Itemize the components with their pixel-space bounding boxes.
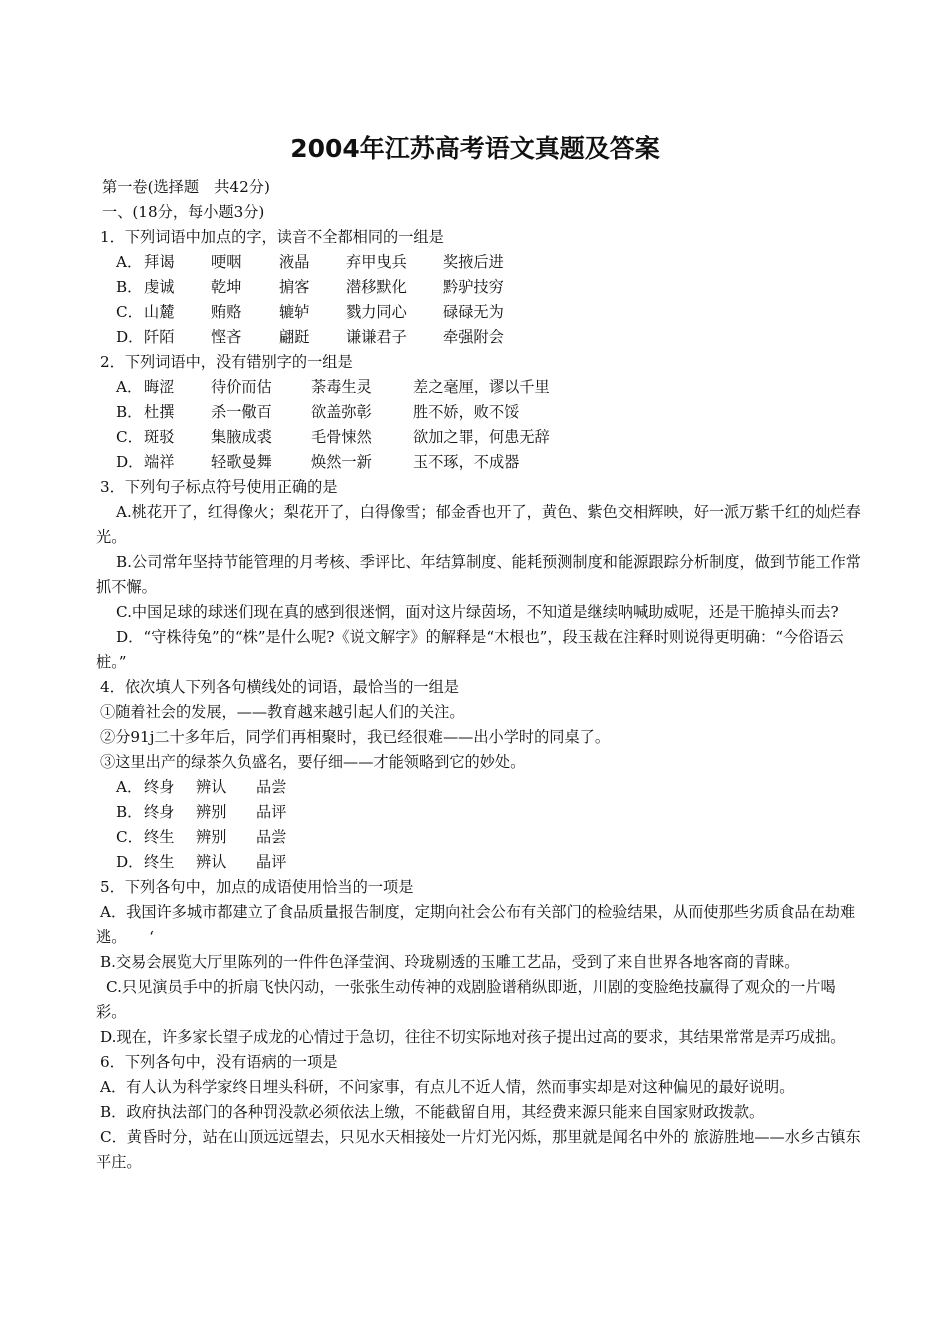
question-1-option-d: [96, 325, 862, 350]
document-title: 2004年江苏高考语文真题及答案: [290, 134, 660, 163]
option-item: 待价而估: [211, 378, 272, 396]
option-label: B．: [116, 278, 143, 296]
question-2-option-d: [96, 450, 862, 475]
option-item: 辨别: [196, 828, 227, 846]
option-item: 翩跹: [279, 328, 310, 346]
option-item: 终生: [144, 828, 175, 846]
option-item: 晶评: [256, 853, 287, 871]
question-4-option-b: [96, 800, 862, 825]
question-5-option-a: A．我国许多城市都建立了食品质量报告制度，定期向社会公布有关部门的检验结果，从而使那些劣质食品在劫难逃。 ‘: [96, 903, 856, 946]
option-item: 荼毒生灵: [311, 378, 372, 396]
question-2-stem: 2．下列词语中，没有错别字的一组是: [100, 353, 353, 371]
question-5-option-b: B.交易会展览大厅里陈列的一件件色泽莹润、玲珑剔透的玉雕工艺品，受到了来自世界各地客商的青睐。: [100, 953, 800, 971]
option-item: 贿赂: [211, 303, 242, 321]
option-item: 掮客: [279, 278, 310, 296]
question-3-option-b: B.公司常年坚持节能管理的月考核、季评比、年结算制度、能耗预测制度和能源跟踪分析制度，做到节能工作常抓不懈。: [96, 553, 861, 596]
option-label: A．: [116, 778, 143, 796]
question-4-option-a: [96, 775, 862, 800]
option-item: 谦谦君子: [346, 328, 407, 346]
question-3-option-a: A.桃花开了，红得像火；梨花开了，白得像雪；郁金香也开了，黄色、紫色交相辉映，好一派万紫千红的灿烂春光。: [96, 503, 861, 546]
option-label: A．: [116, 253, 143, 271]
option-item: 玉不琢，不成器: [413, 453, 520, 471]
option-item: 终身: [144, 778, 175, 796]
option-item: 辨别: [196, 803, 227, 821]
option-item: 牵强附会: [443, 328, 504, 346]
option-item: 终身: [144, 803, 175, 821]
document-body: [96, 175, 862, 1175]
question-4-sentence-2: ②分91j二十多年后，同学们再相聚时，我已经很难——出小学时的同桌了。: [100, 728, 611, 746]
option-item: 端祥: [144, 453, 175, 471]
question-6-option-c: C．黄昏时分，站在山顶远远望去，只见水天相接处一片灯光闪烁，那里就是闻名中外的 旅游胜地——水乡古镇东平庄。: [96, 1128, 861, 1171]
option-label: C．: [116, 428, 143, 446]
option-item: 乾坤: [211, 278, 242, 296]
option-item: 奖掖后进: [443, 253, 504, 271]
option-item: 戮力同心: [346, 303, 407, 321]
question-3-option-c: C.中国足球的球迷们现在真的感到很迷惘，面对这片绿茵场，不知道是继续呐喊助威呢，还是干脆掉头而去?: [116, 603, 839, 621]
option-item: 终生: [144, 853, 175, 871]
option-item: 胜不娇，败不馁: [413, 403, 520, 421]
question-4-sentence-1: ①随着社会的发展，——教育越来越引起人们的关注。: [100, 703, 465, 721]
question-3-stem: 3．下列句子标点符号使用正确的是: [100, 478, 338, 496]
option-item: 品尝: [256, 828, 287, 846]
option-item: 欲加之罪，何患无辞: [413, 428, 550, 446]
option-item: 杜撰: [144, 403, 175, 421]
option-label: A．: [116, 378, 143, 396]
option-item: 欲盖弥彰: [311, 403, 372, 421]
option-item: 晦涩: [144, 378, 175, 396]
option-item: 集腋成裘: [211, 428, 272, 446]
option-item: 悭吝: [211, 328, 242, 346]
question-4-option-d: [96, 850, 862, 875]
question-4-stem: 4．依次填人下列各句横线处的词语，最恰当的一组是: [100, 678, 459, 696]
question-5-option-d: D.现在，许多家长望子成龙的心情过于急切，往往不切实际地对孩子提出过高的要求，其结果常常是弄巧成拙。: [100, 1028, 846, 1046]
option-item: 差之毫厘，谬以千里: [413, 378, 550, 396]
question-2-option-c: [96, 425, 862, 450]
option-item: 虔诚: [144, 278, 175, 296]
question-6-option-a: A．有人认为科学家终日埋头科研，不问家事，有点儿不近人情，然而事实却是对这种偏见的最好说明。: [100, 1078, 795, 1096]
option-item: 碌碌无为: [443, 303, 504, 321]
question-4-option-c: [96, 825, 862, 850]
option-item: 辘轳: [279, 303, 310, 321]
option-item: 品尝: [256, 778, 287, 796]
option-item: 毛骨悚然: [311, 428, 372, 446]
question-1-stem: 1．下列词语中加点的字，读音不全都相同的一组是: [100, 228, 444, 246]
option-item: 山麓: [144, 303, 175, 321]
option-item: 黔驴技穷: [443, 278, 504, 296]
option-item: 杀一儆百: [211, 403, 272, 421]
option-label: C．: [116, 828, 143, 846]
question-2-option-a: [96, 375, 862, 400]
option-item: 斑驳: [144, 428, 175, 446]
option-item: 辨认: [196, 778, 227, 796]
option-item: 弃甲曳兵: [346, 253, 407, 271]
option-label: B．: [116, 403, 143, 421]
question-2-option-b: [96, 400, 862, 425]
option-item: 品评: [256, 803, 287, 821]
option-item: 液晶: [279, 253, 310, 271]
option-label: B．: [116, 803, 143, 821]
question-1-option-c: [96, 300, 862, 325]
option-item: 辨认: [196, 853, 227, 871]
option-label: D．: [116, 453, 144, 471]
question-6-stem: 6．下列各句中，没有语病的一项是: [100, 1053, 338, 1071]
option-label: D．: [116, 328, 144, 346]
question-1-option-a: [96, 250, 862, 275]
option-item: 潜移默化: [346, 278, 407, 296]
option-item: 阡陌: [144, 328, 175, 346]
question-1-option-b: [96, 275, 862, 300]
option-label: C．: [116, 303, 143, 321]
part-heading: 一、(18分，每小题3分): [102, 203, 265, 221]
question-5-option-c: C.只见演员手中的折扇飞快闪动，一张张生动传神的戏剧脸谱稍纵即逝，川剧的变脸绝技赢得了观众的一片喝彩。: [96, 978, 836, 1021]
question-4-sentence-3: ③这里出产的绿茶久负盛名，要仔细——才能领略到它的妙处。: [100, 753, 526, 771]
question-5-stem: 5．下列各句中，加点的成语使用恰当的一项是: [100, 878, 414, 896]
section-heading: 第一卷(选择题 共42分): [102, 178, 270, 196]
option-label: D．: [116, 853, 144, 871]
option-item: 轻歌曼舞: [211, 453, 272, 471]
option-item: 哽咽: [211, 253, 242, 271]
question-3-option-d: D．“守株待兔”的“株”是什么呢?《说文解字》的解释是“木根也”，段玉裁在注释时则说得更明确：“今俗语云桩。”: [96, 628, 844, 671]
option-item: 拜谒: [144, 253, 175, 271]
option-item: 焕然一新: [311, 453, 372, 471]
question-6-option-b: B．政府执法部门的各种罚没款必须依法上缴，不能截留自用，其经费来源只能来自国家财政拨款。: [100, 1103, 765, 1121]
